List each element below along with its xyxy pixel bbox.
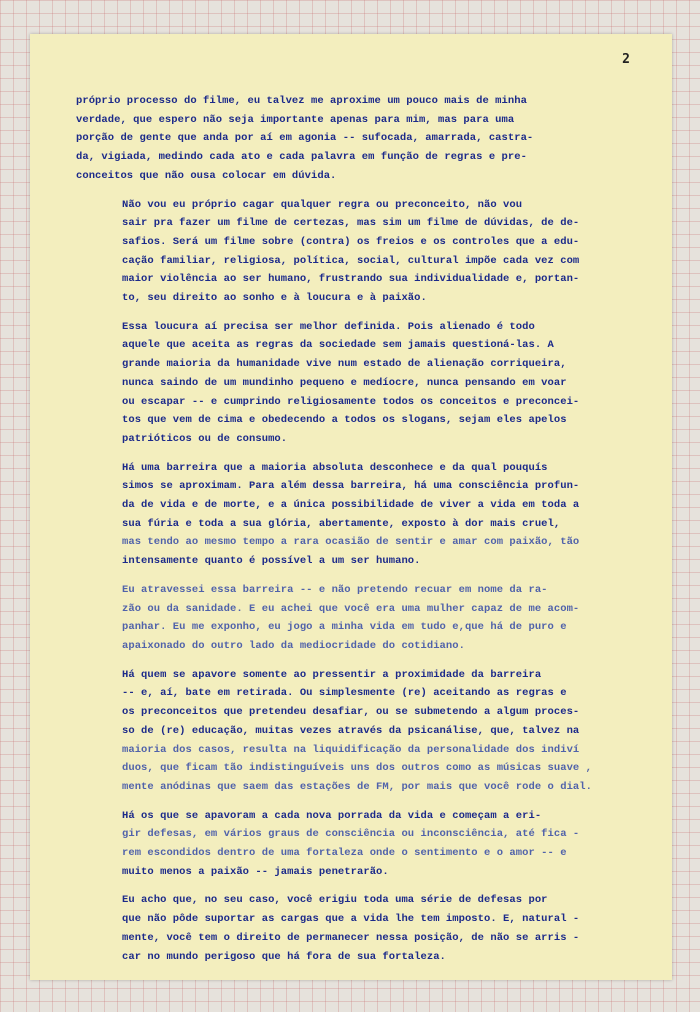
text-line: Essa loucura aí precisa ser melhor definida. Pois alienado é todo [122,320,535,333]
text-line: Eu atravessei essa barreira -- e não pretendo recuar em nome da ra- [122,583,548,596]
text-line: muito menos a paixão -- jamais penetrarão. [122,865,389,878]
text-line: da de vida e de morte, e a única possibilidade de viver a vida em toda a [122,499,580,512]
text-line: próprio processo do filme, eu talvez me aproxime um pouco mais de minha [76,95,527,107]
text-line: nunca saindo de um mundinho pequeno e medíocre, nunca pensando em voar [122,376,567,389]
text-line: Há uma barreira que a maioria absoluta desconhece e da qual pouquís [122,461,548,474]
text-line: safios. Será um filme sobre (contra) os freios e os controles que a edu- [122,235,580,248]
text-line: maioria dos casos, resulta na liquidificação da personalidade dos indiví [122,743,580,756]
text-line: Eu acho que, no seu caso, você erigiu toda uma série de defesas por [122,894,548,907]
text-line: -- e, aí, bate em retirada. Ou simplesmente (re) aceitando as regras e [122,687,567,700]
text-line: Há os que se apavoram a cada nova porrada da vida e começam a eri- [122,809,542,822]
text-line: car no mundo perigoso que há fora de sua fortaleza. [122,950,446,963]
text-line: mas tendo ao mesmo tempo a rara ocasião de sentir e amar com paixão, tão [122,536,580,549]
text-line: sua fúria e toda a sua glória, abertamente, exposto à dor mais cruel, [122,517,561,530]
text-line: da, vigiada, medindo cada ato e cada palavra em função de regras e pre- [76,151,527,164]
text-line: mente, você tem o direito de permanecer nessa posição, de não se arris - [122,931,580,944]
text-line: apaixonado do outro lado da mediocridade do cotidiano. [122,639,465,652]
text-line: patrióticos ou de consumo. [122,432,288,445]
text-line: to, seu direito ao sonho e à loucura e à paixão. [122,292,427,305]
paragraph-6 [76,666,638,797]
paragraph-2 [76,196,638,308]
text-line: tos que vem de cima e obedecendo a todos os slogans, sejam eles apelos [122,414,567,427]
text-line: zão ou da sanidade. E eu achei que você era uma mulher capaz de me acom- [122,602,580,615]
paragraph-7 [76,807,638,882]
text-line: intensamente quanto é possível a um ser humano. [122,555,421,568]
text-line: conceitos que não ousa colocar em dúvida. [76,169,337,182]
text-line: ou escapar -- e cumprindo religiosamente todos os conceitos e preconcei- [122,395,580,408]
paragraph-4 [76,459,638,571]
text-line: os preconceitos que pretendeu desafiar, ou se submetendo a algum proces- [122,706,580,719]
text-line: porção de gente que anda por aí em agonia -- sufocada, amarrada, castra- [76,132,534,145]
text-line: mente anódinas que saem das estações de FM, por mais que você rode o dial. [122,780,592,793]
text-line: rem escondidos dentro de uma fortaleza onde o sentimento e o amor -- e [122,847,567,860]
typewritten-page [30,34,672,980]
letter-body [76,92,638,976]
text-line: sair pra fazer um filme de certezas, mas sim um filme de dúvidas, de de- [122,217,580,230]
text-line: so de (re) educação, muitas vezes através da psicanálise, que, talvez na [122,724,580,737]
paragraph-8 [76,891,638,966]
text-line: que não pôde suportar as cargas que a vida lhe tem imposto. E, natural - [122,913,580,926]
text-line: Há quem se apavore somente ao pressentir a proximidade da barreira [122,668,542,681]
text-line: Não vou eu próprio cagar qualquer regra ou preconceito, não vou [122,198,523,211]
paragraph-5 [76,581,638,656]
text-line: simos se aproximam. Para além dessa barreira, há uma consciência profun- [122,480,580,493]
text-line: aquele que aceita as regras da sociedade sem jamais questioná-las. A [122,339,554,352]
text-line: panhar. Eu me exponho, eu jogo a minha vida em tudo e,que há de puro e [122,621,567,634]
paragraph-1 [76,92,638,186]
paragraph-3 [76,318,638,449]
text-line: maior violência ao ser humano, frustrando sua individualidade e, portan- [122,273,580,286]
text-line: duos, que ficam tão indistinguíveis uns dos outros como as músicas suave , [122,762,592,775]
text-line: grande maioria da humanidade vive num estado de alienação corriqueira, [122,358,567,371]
text-line: gir defesas, em vários graus de consciência ou inconsciência, até fica - [122,828,580,841]
text-line: verdade, que espero não seja importante apenas para mim, mas para uma [76,113,515,126]
page-number: 2 [622,52,630,67]
text-line: cação familiar, religiosa, política, social, cultural impõe cada vez com [122,254,580,267]
